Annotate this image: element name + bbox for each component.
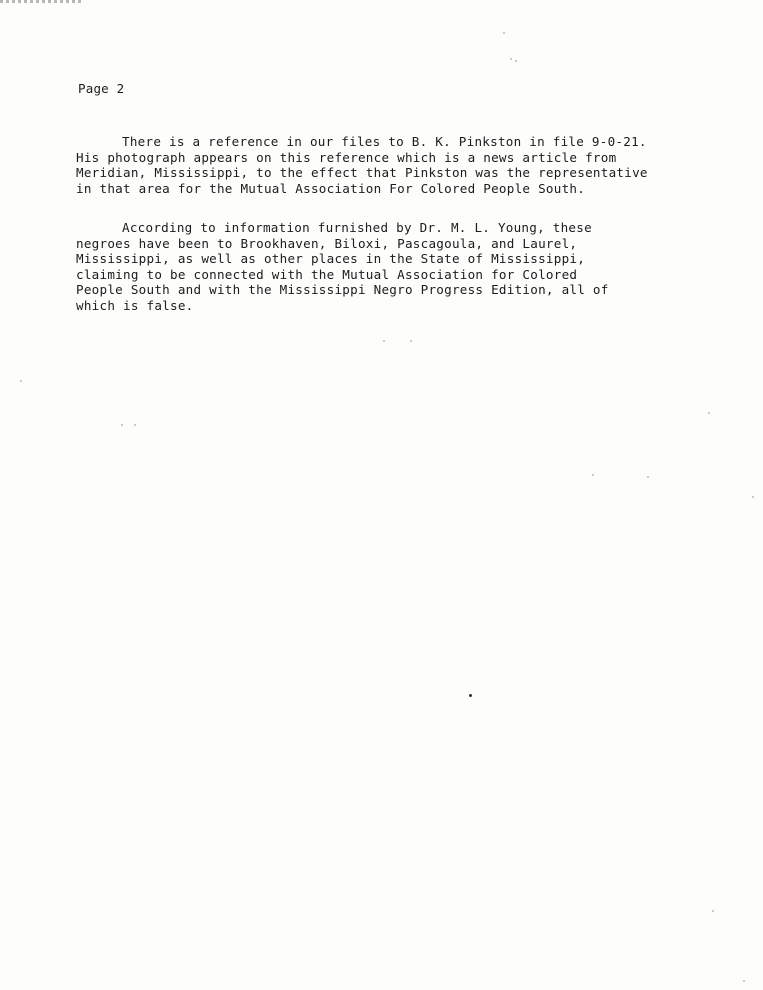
paragraph-line: His photograph appears on this reference which is a news article from	[76, 149, 617, 165]
paragraph-line: Mississippi, as well as other places in the State of Mississippi,	[76, 251, 586, 267]
scan-speck	[752, 496, 754, 498]
paragraph-line: negroes have been to Brookhaven, Biloxi, Pascagoula, and Laurel,	[76, 235, 578, 251]
paragraph-line: in that area for the Mutual Association For Colored People South.	[76, 180, 586, 196]
scan-speck	[712, 910, 714, 912]
paragraph-line: which is false.	[76, 297, 194, 313]
scan-speck	[503, 32, 505, 34]
scan-speck	[708, 412, 710, 414]
page-number-label: Page 2	[78, 81, 125, 96]
scan-speck	[134, 424, 136, 426]
paragraph-1	[76, 134, 748, 196]
scan-edge-marks	[0, 0, 82, 3]
scan-speck	[121, 424, 123, 426]
scan-speck	[410, 340, 412, 342]
scan-speck	[743, 980, 745, 982]
paragraph-line: People South and with the Mississippi Negro Progress Edition, all of	[76, 282, 609, 298]
scan-speck	[20, 380, 22, 382]
scan-speck	[647, 476, 649, 478]
scan-speck	[515, 60, 517, 62]
paragraph-line: There is a reference in our files to B. K. Pinkston in file 9-0-21.	[122, 134, 647, 149]
paragraph-line: According to information furnished by Dr. M. L. Young, these	[122, 220, 592, 235]
scan-speck	[510, 58, 512, 60]
paragraph-line: claiming to be connected with the Mutual Association for Colored	[76, 266, 578, 282]
scan-speck	[592, 474, 594, 476]
scan-speck	[383, 340, 385, 342]
paragraph-line: Meridian, Mississippi, to the effect that Pinkston was the representative	[76, 165, 648, 181]
paragraph-2	[76, 220, 748, 314]
scan-speck	[469, 694, 472, 697]
